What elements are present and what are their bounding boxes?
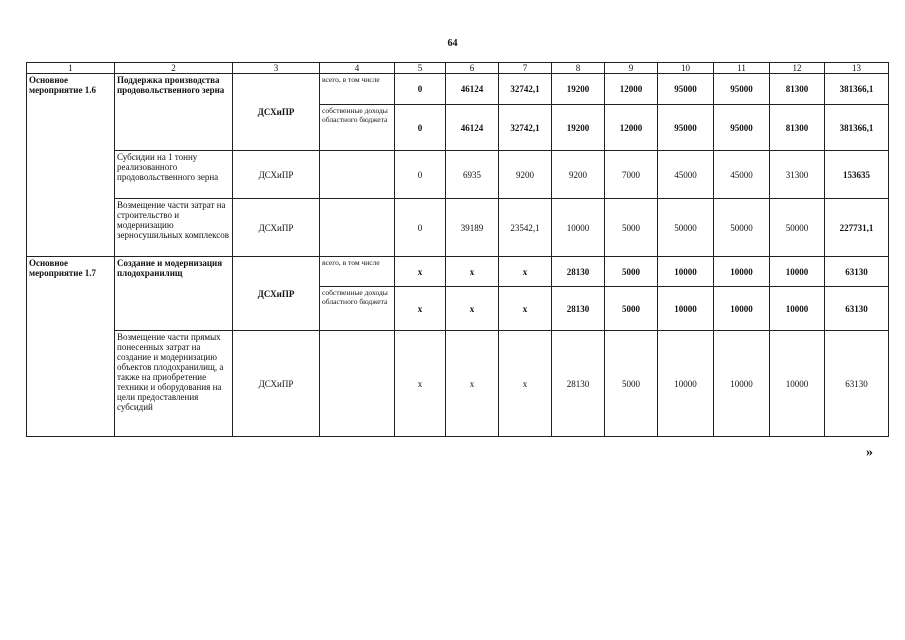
table-row bbox=[27, 331, 889, 437]
value-cell: 28130 bbox=[552, 287, 605, 331]
executor: ДСХиПР bbox=[233, 151, 320, 199]
value-cell: 6935 bbox=[446, 151, 499, 199]
value-cell: 95000 bbox=[714, 74, 770, 105]
table-row bbox=[27, 199, 889, 257]
funding-source: всего, в том числе bbox=[320, 257, 395, 287]
value-cell: 46124 bbox=[446, 105, 499, 151]
value-cell: 31300 bbox=[770, 151, 825, 199]
event-title: Основное мероприятие 1.6 bbox=[27, 74, 115, 257]
table-row bbox=[27, 257, 889, 287]
value-cell: х bbox=[395, 331, 446, 437]
total-cell: 63130 bbox=[825, 287, 889, 331]
executor: ДСХиПР bbox=[233, 257, 320, 331]
funding-source bbox=[320, 199, 395, 257]
value-cell: 50000 bbox=[714, 199, 770, 257]
funding-source: всего, в том числе bbox=[320, 74, 395, 105]
executor: ДСХиПР bbox=[233, 74, 320, 151]
column-header: 13 bbox=[825, 63, 889, 74]
column-header: 6 bbox=[446, 63, 499, 74]
value-cell: 50000 bbox=[770, 199, 825, 257]
column-header: 5 bbox=[395, 63, 446, 74]
value-cell: 39189 bbox=[446, 199, 499, 257]
executor: ДСХиПР bbox=[233, 331, 320, 437]
value-cell: 5000 bbox=[605, 331, 658, 437]
funding-source bbox=[320, 331, 395, 437]
value-cell: 12000 bbox=[605, 74, 658, 105]
value-cell: 19200 bbox=[552, 74, 605, 105]
total-cell: 153635 bbox=[825, 151, 889, 199]
value-cell: 0 bbox=[395, 199, 446, 257]
value-cell: 50000 bbox=[658, 199, 714, 257]
closing-quote-mark: » bbox=[866, 445, 873, 460]
value-cell: 32742,1 bbox=[499, 74, 552, 105]
event-title: Основное мероприятие 1.7 bbox=[27, 257, 115, 437]
value-cell: 19200 bbox=[552, 105, 605, 151]
value-cell: 95000 bbox=[714, 105, 770, 151]
value-cell: 10000 bbox=[770, 331, 825, 437]
value-cell: 28130 bbox=[552, 331, 605, 437]
value-cell: 10000 bbox=[552, 199, 605, 257]
value-cell: 10000 bbox=[714, 257, 770, 287]
value-cell: х bbox=[446, 257, 499, 287]
funding-source: собственные доходы областного бюджета bbox=[320, 287, 395, 331]
total-cell: 381366,1 bbox=[825, 105, 889, 151]
subitem-name: Возмещение части затрат на строительство и модернизацию зерносушильных комплексов bbox=[115, 199, 233, 257]
column-header: 3 bbox=[233, 63, 320, 74]
column-header: 9 bbox=[605, 63, 658, 74]
column-header: 10 bbox=[658, 63, 714, 74]
column-header: 11 bbox=[714, 63, 770, 74]
table-row bbox=[27, 74, 889, 105]
value-cell: 45000 bbox=[714, 151, 770, 199]
value-cell: х bbox=[395, 257, 446, 287]
value-cell: 10000 bbox=[770, 287, 825, 331]
value-cell: 10000 bbox=[658, 257, 714, 287]
total-cell: 381366,1 bbox=[825, 74, 889, 105]
value-cell: 10000 bbox=[714, 287, 770, 331]
value-cell: х bbox=[395, 287, 446, 331]
value-cell: 28130 bbox=[552, 257, 605, 287]
value-cell: 10000 bbox=[658, 331, 714, 437]
value-cell: 0 bbox=[395, 74, 446, 105]
value-cell: 46124 bbox=[446, 74, 499, 105]
column-header: 8 bbox=[552, 63, 605, 74]
value-cell: 81300 bbox=[770, 74, 825, 105]
value-cell: 0 bbox=[395, 151, 446, 199]
event-name: Поддержка производства продовольственного зерна bbox=[115, 74, 233, 151]
value-cell: х bbox=[499, 331, 552, 437]
column-header: 1 bbox=[27, 63, 115, 74]
value-cell: 10000 bbox=[714, 331, 770, 437]
value-cell: 9200 bbox=[552, 151, 605, 199]
value-cell: 32742,1 bbox=[499, 105, 552, 151]
column-header: 2 bbox=[115, 63, 233, 74]
total-cell: 227731,1 bbox=[825, 199, 889, 257]
value-cell: 7000 bbox=[605, 151, 658, 199]
value-cell: 9200 bbox=[499, 151, 552, 199]
funding-source: собственные доходы областного бюджета bbox=[320, 105, 395, 151]
value-cell: 10000 bbox=[770, 257, 825, 287]
value-cell: 45000 bbox=[658, 151, 714, 199]
value-cell: 81300 bbox=[770, 105, 825, 151]
funding-source bbox=[320, 151, 395, 199]
value-cell: 0 bbox=[395, 105, 446, 151]
column-number-row bbox=[27, 63, 889, 74]
column-header: 4 bbox=[320, 63, 395, 74]
subitem-name: Субсидии на 1 тонну реализованного продовольственного зерна bbox=[115, 151, 233, 199]
value-cell: 95000 bbox=[658, 105, 714, 151]
value-cell: 12000 bbox=[605, 105, 658, 151]
budget-table bbox=[26, 62, 889, 437]
value-cell: 95000 bbox=[658, 74, 714, 105]
total-cell: 63130 bbox=[825, 331, 889, 437]
subitem-name: Возмещение части прямых понесенных затрат на создание и модернизацию объектов плодохранилищ, а также на приобретение техники и оборудования на цели предоставления субсидий bbox=[115, 331, 233, 437]
value-cell: 23542,1 bbox=[499, 199, 552, 257]
value-cell: 10000 bbox=[658, 287, 714, 331]
column-header: 12 bbox=[770, 63, 825, 74]
value-cell: х bbox=[446, 287, 499, 331]
value-cell: 5000 bbox=[605, 257, 658, 287]
total-cell: 63130 bbox=[825, 257, 889, 287]
value-cell: х bbox=[499, 287, 552, 331]
value-cell: х bbox=[446, 331, 499, 437]
value-cell: 5000 bbox=[605, 287, 658, 331]
executor: ДСХиПР bbox=[233, 199, 320, 257]
value-cell: х bbox=[499, 257, 552, 287]
value-cell: 5000 bbox=[605, 199, 658, 257]
table-row bbox=[27, 151, 889, 199]
column-header: 7 bbox=[499, 63, 552, 74]
page-number: 64 bbox=[447, 38, 458, 49]
event-name: Создание и модернизация плодохранилищ bbox=[115, 257, 233, 331]
